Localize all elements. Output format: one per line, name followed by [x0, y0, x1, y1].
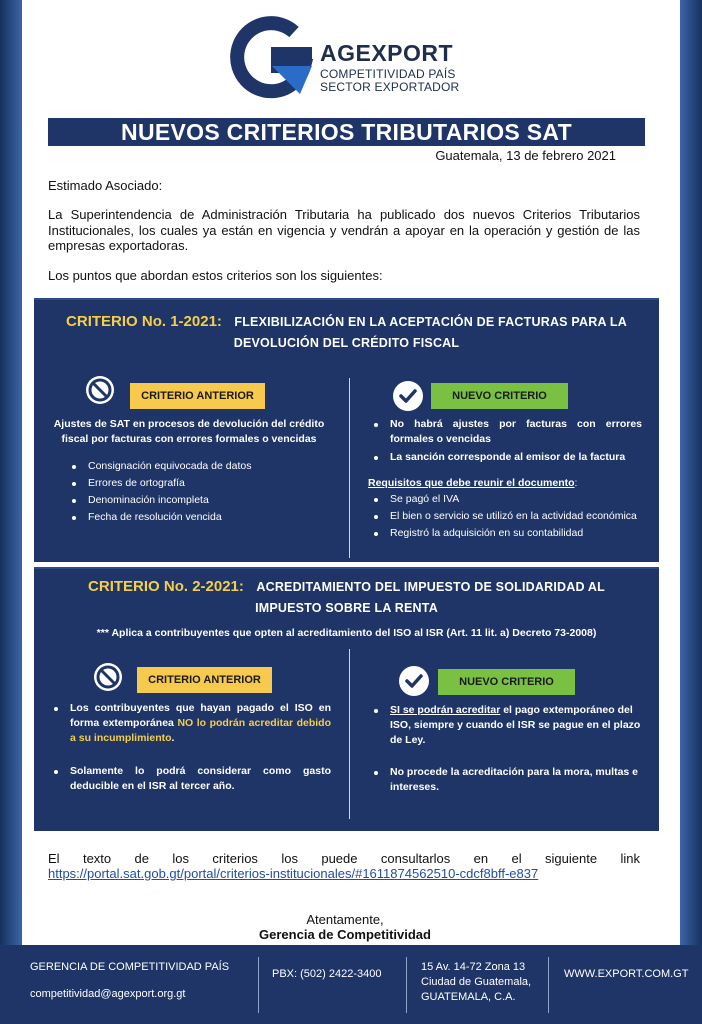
points-intro: Los puntos que abordan estos criterios son los siguientes: [48, 268, 383, 283]
criterion-1-requirements-heading [368, 476, 642, 491]
footer-dept: GERENCIA DE COMPETITIVIDAD PAÍS [30, 961, 230, 973]
list-item: Registró la adquisición en su contabilidad [368, 526, 642, 541]
logo-tagline-2: SECTOR EXPORTADOR [320, 80, 460, 94]
list-item: Se pagó el IVA [368, 492, 642, 507]
list-item: El bien o servicio se utilizó en la actividad económica [368, 509, 642, 524]
previous-item-1-text: Los contribuyentes que hayan pagado el ISO en forma extemporánea [70, 702, 331, 729]
criterion-2-new-badge: NUEVO CRITERIO [438, 669, 575, 695]
criterion-1-box [34, 298, 659, 562]
criterion-2-title-1: ACREDITAMIENTO DEL IMPUESTO DE SOLIDARIDAD AL [256, 580, 605, 594]
new-item-1-highlight: SI se podrán acreditar [390, 704, 501, 716]
criterion-1-title-2: DEVOLUCIÓN DEL CRÉDITO FISCAL [233, 336, 460, 350]
list-item: Fecha de resolución vencida [66, 510, 306, 525]
previous-item-1-highlight: NO lo podrán acreditar debido a su incumplimiento [70, 717, 331, 744]
criterion-1-new-badge: NUEVO CRITERIO [431, 383, 568, 409]
requirements-label: Requisitos que debe reunir el documento [368, 477, 575, 489]
list-item [368, 703, 644, 748]
criterion-1-requirements-list [368, 492, 642, 541]
criterion-2-title-2: IMPUESTO SOBRE LA RENTA [255, 601, 438, 615]
closing: Atentamente, [306, 912, 384, 927]
footer-website[interactable]: WWW.EXPORT.COM.GT [564, 968, 689, 980]
criterion-1-previous-list [66, 459, 306, 525]
criterion-2-number: CRITERIO No. 2-2021: [88, 578, 244, 595]
check-icon [398, 665, 430, 697]
criterion-2-note: *** Aplica a contribuyentes que opten al acreditamiento del ISO al ISR (Art. 11 lit. a) Decreto 73-2008) [96, 627, 597, 639]
footer-address-1: 15 Av. 14-72 Zona 13 [421, 961, 526, 973]
footer-separator [258, 957, 259, 1013]
footer-email[interactable]: competitividad@agexport.org.gt [30, 988, 186, 1000]
criteria-link[interactable]: https://portal.sat.gob.gt/portal/criterios-institucionales/#1611874562510-cdcf8bff-e837 [48, 866, 539, 881]
logo-tagline-1: COMPETITIVIDAD PAÍS [320, 67, 456, 81]
criterion-2-previous-list [48, 701, 331, 794]
logo-name: AGEXPORT [320, 40, 454, 66]
list-item: No habrá ajustes por facturas con errores formales o vencidas [368, 417, 642, 447]
footer-address-2: Ciudad de Guatemala, [421, 976, 532, 988]
criterion-2-new-list [368, 703, 644, 795]
check-icon [392, 380, 424, 412]
criterion-1-title-1: FLEXIBILIZACIÓN EN LA ACEPTACIÓN DE FACTURAS PARA LA [234, 315, 627, 329]
logo-g-icon [228, 14, 318, 104]
list-item: Denominación incompleta [66, 493, 306, 508]
date: Guatemala, 13 de febrero 2021 [435, 148, 616, 163]
footer-separator [406, 957, 407, 1013]
link-intro: El texto de los criterios los puede consultarlos en el siguiente link [48, 851, 640, 866]
criterion-1-number: CRITERIO No. 1-2021: [66, 313, 222, 330]
criterion-2-heading [34, 577, 659, 597]
page-title: NUEVOS CRITERIOS TRIBUTARIOS SAT [48, 118, 645, 146]
list-item [48, 701, 331, 746]
footer-phone: PBX: (502) 2422-3400 [272, 968, 382, 980]
list-item: Errores de ortografía [66, 476, 306, 491]
footer-address-3: GUATEMALA, C.A. [421, 991, 516, 1003]
list-item: No procede la acreditación para la mora, multas e intereses. [368, 765, 644, 795]
criterion-2-previous-badge: CRITERIO ANTERIOR [137, 667, 272, 693]
criterion-1-heading [34, 312, 659, 332]
intro-paragraph: La Superintendencia de Administración Tributaria ha publicado dos nuevos Criterios Tributarios Institucionales, los cuales ya están en vigencia y vendrán a apoyar en la operación y gestión de las empresas exportadoras. [48, 207, 640, 253]
column-divider [349, 649, 350, 819]
list-item: Consignación equivocada de datos [66, 459, 306, 474]
signature: Gerencia de Competitividad [259, 927, 431, 942]
criterion-2-box [34, 567, 659, 831]
column-divider [349, 378, 350, 558]
footer-address [421, 960, 531, 1005]
right-frame [680, 0, 702, 945]
logo-tagline [320, 68, 459, 94]
criterion-1-new-list [368, 417, 642, 465]
greeting: Estimado Asociado: [48, 178, 163, 193]
requirements-suffix: : [574, 477, 578, 489]
list-item: Solamente lo podrá considerar como gasto deducible en el ISR al tercer año. [48, 764, 331, 794]
no-icon [92, 661, 124, 693]
no-icon [84, 374, 116, 406]
list-item: La sanción corresponde al emisor de la factura [368, 450, 642, 465]
previous-item-1-end: . [171, 732, 175, 744]
footer-separator [548, 957, 549, 1013]
left-frame [0, 0, 22, 945]
criterion-1-previous-badge: CRITERIO ANTERIOR [130, 383, 265, 409]
criterion-1-previous-text: Ajustes de SAT en procesos de devolución del crédito fiscal por facturas con errores formales o vencidas [53, 418, 325, 445]
new-item-1-text: el pago extemporáneo del ISO, siempre y cuando el ISR se pague en el plazo de Ley. [390, 704, 641, 746]
agexport-logo [228, 14, 468, 104]
footer [0, 945, 702, 1024]
